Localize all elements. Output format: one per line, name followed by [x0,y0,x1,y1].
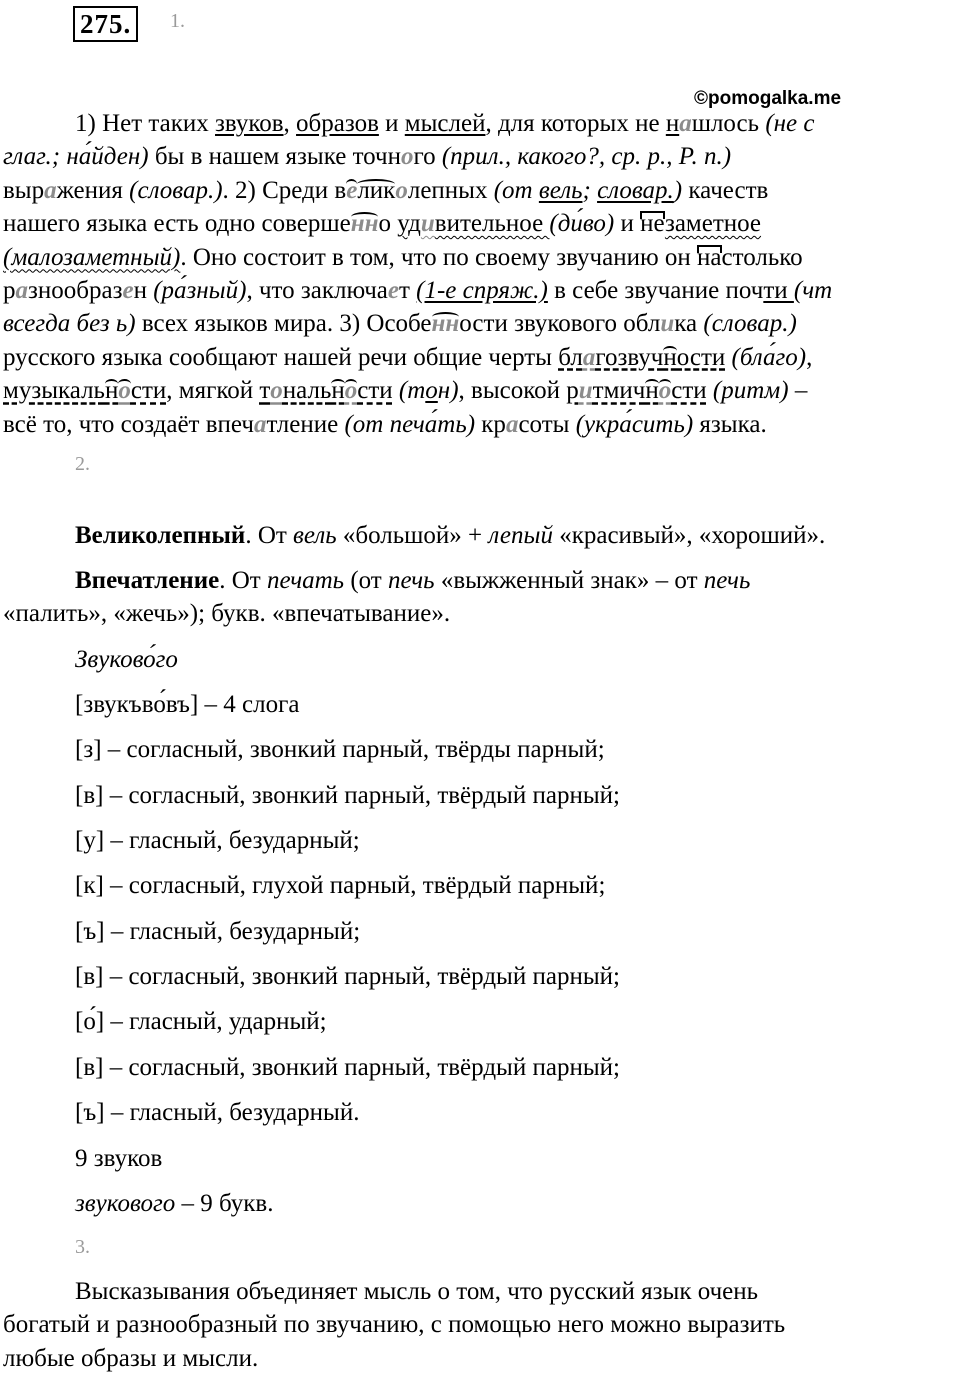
conclusion [3,1275,958,1375]
text: го [413,143,442,171]
text: лепных [407,176,494,204]
spelling-letter: о [270,377,283,405]
sound-line: [ъ] – гласный, безударный. [75,1099,360,1126]
text-line [3,207,958,240]
text: языка. [693,410,767,438]
text: бы в нашем языке точн [148,143,401,171]
note: ; [582,176,598,204]
dashed-word: музыкаль [3,377,105,405]
spelling-letter: е [346,176,358,204]
text: (от [344,567,388,594]
spelling-letter: о [658,377,672,405]
spelling-letter: и [578,377,593,405]
note: (укра [575,410,632,438]
watermark: ©pomogalka.me [694,88,842,109]
underlined-word: мыслей [404,110,486,137]
note: (словар.) [129,176,223,204]
text: выр [3,176,45,204]
note: о [425,377,438,405]
text: звукового [75,1190,176,1217]
underlined-word: звуков [215,110,284,137]
task-number: 275. [73,6,138,42]
exercise-text [3,107,958,441]
prefix: не [640,210,665,238]
letter-count [75,1189,273,1219]
text: всех языков мира. 3) Особе [135,310,432,338]
text-line: богатый и разнообразный по звучанию, с помощью него можно выразить [3,1311,786,1339]
note: (д [549,210,571,238]
etym-root: вель [293,522,337,549]
text: , [283,110,297,137]
note: н) [437,377,459,405]
stressed-letter: о [143,646,156,673]
note: (от [493,176,539,204]
etym-root: печать [266,567,345,594]
text: о [378,210,398,238]
dashed-word: тмич [592,377,646,405]
text: жения [56,176,130,204]
note: а [78,143,92,171]
wavy-word: заметное [664,210,762,238]
text: всё то, что создаёт впеч [3,410,254,438]
dashed-word: т [259,377,271,405]
note: ) [673,176,683,204]
spelling-letter: а [253,410,267,438]
note: ть) [437,410,476,438]
text: в себе звучание поч [547,276,764,304]
sound-line: [ъ] – гласный, безударный; [75,918,361,945]
dashed-word: р [566,377,579,405]
part-number-1: 1. [170,10,185,32]
note: всегда без ь) [3,310,136,338]
sound-line: [в] – согласный, звонкий парный, твёрдый парный; [75,1054,620,1081]
spelling-letter: о [400,143,414,171]
text: соты [518,410,576,438]
text: кр [475,410,506,438]
phonetic-word [75,645,178,675]
note: во) [582,210,615,238]
text: ка [674,310,704,338]
note: (бла [731,343,776,371]
sound-line: [з] – согласный, звонкий парный, твёрды парный; [75,736,605,763]
text: «красивый», «хороший». [552,522,826,549]
dashed-word: гозвуч [595,343,664,371]
spelling-letter: о [344,377,358,405]
part-number-3: 3. [75,1236,90,1258]
text: и [378,110,405,137]
etym-word: Впечатление [75,567,220,594]
prefix: на [697,243,722,271]
text: , [806,343,813,371]
dashed-word: сти [130,377,167,405]
spelling-letter: е [387,276,399,304]
text-line: Высказывания объединяет мысль о том, что русский язык очень [75,1278,759,1305]
text-line [3,274,958,307]
text: – 9 букв. [175,1190,274,1217]
note: (от печа [344,410,438,438]
sound-line: [в] – согласный, звонкий парный, твёрдый парный; [75,963,620,990]
note: словар. [597,176,674,204]
note: (не с [765,110,815,137]
spelling-letter: о [395,176,408,204]
note: вель [538,176,583,204]
text-line [3,107,958,140]
note: го) [775,343,807,371]
text: . От [245,522,294,549]
transcription: [звукъво́въ] – 4 слога [75,691,300,718]
dashed-word: н [331,377,345,405]
text: , для которых не [485,110,666,137]
etym-root: печь [703,567,751,594]
underlined-letter: н [665,110,680,137]
etymology-line-3: «палить», «жечь»); букв. «впечатывание». [3,600,451,627]
text: . 2) Среди в [222,176,347,204]
spelling-letter: нн [431,310,460,338]
text: шлось [691,110,766,137]
note: (словар.) [703,310,797,338]
sound-line: [к] – согласный, глухой парный, твёрдый парный; [75,872,606,899]
text: русского языка сообщают нашей речи общие черты [3,343,559,371]
etym-root: печь [387,567,435,594]
spelling-letter: а [44,176,57,204]
spelling-letter: а [679,110,692,137]
text: , мягкой [166,377,260,405]
text: – [788,377,808,405]
dashed-word: ости [676,343,726,371]
spelling-letter: а [505,410,519,438]
underlined-letter: ти [763,276,794,304]
text: «большой» + [336,522,489,549]
part-number-2: 2. [75,453,90,475]
text: столько [721,243,803,271]
root: лик [357,176,396,204]
dashed-word: наль [282,377,332,405]
text: тление [266,410,345,438]
note: (малозаметный) [3,243,181,271]
text-line [3,140,958,173]
text-line [3,374,958,407]
spelling-letter: нн [350,210,379,238]
dashed-word: н [663,343,677,371]
text: ости звукового обл [459,310,661,338]
note: (ритм) [712,377,789,405]
text-line [3,341,958,374]
text: го [155,646,178,673]
spelling-letter: а [15,276,28,304]
text: качеств [682,176,769,204]
sound-line: [у] – гласный, безударный; [75,827,360,854]
text: т [398,276,417,304]
note: зный) [186,276,247,304]
spelling-letter: и [420,210,435,238]
wavy-word: вительное [434,210,550,238]
underlined-word: образов [296,110,379,137]
note: (прил., какого?, ср. р., Р. п.) [441,143,732,171]
note: (т [398,377,426,405]
text: , высокой [458,377,567,405]
note: (1-е спряж.) [416,276,548,304]
text: и [614,210,641,238]
text: н [133,276,154,304]
text: , что заключа [246,276,388,304]
text-line: любые образы и мысли. [3,1344,259,1372]
spelling-letter: е [122,276,134,304]
text: 1) Нет таких [75,110,216,137]
dashed-word: бл [558,343,583,371]
text-line [3,174,958,207]
note: (чт [793,276,833,304]
etymology-line-2 [75,566,750,596]
text: «выжженный знак» – от [434,567,704,594]
note: йден) [91,143,149,171]
text: знообраз [28,276,123,304]
note: сить) [631,410,694,438]
note: и [570,210,583,238]
dashed-word: сти [357,377,393,405]
text: р [3,276,16,304]
note: глаг.; н [3,143,79,171]
text: . Оно состоит в том, что по своему звучанию он [180,243,698,271]
text-line [3,408,958,441]
etym-root: лепый [488,522,553,549]
dashed-word: н [645,377,659,405]
wavy-word: уд [397,210,421,238]
sound-line: [в] – согласный, звонкий парный, твёрдый парный; [75,782,620,809]
sound-count: 9 звуков [75,1145,163,1172]
dashed-word: сти [671,377,707,405]
note: (ра [153,276,187,304]
dashed-word: н [104,377,119,405]
text: нашего языка есть одно соверше [3,210,351,238]
etym-word: Великолепный [75,522,246,549]
sound-line: [о́] – гласный, ударный; [75,1008,327,1035]
text-line [3,241,958,274]
spelling-letter: а [582,343,596,371]
text-line [3,307,958,340]
spelling-letter: и [660,310,675,338]
text: Звуков [75,646,144,673]
spelling-letter: о [118,377,131,405]
text: . От [219,567,267,594]
etymology-line-1 [75,521,825,551]
